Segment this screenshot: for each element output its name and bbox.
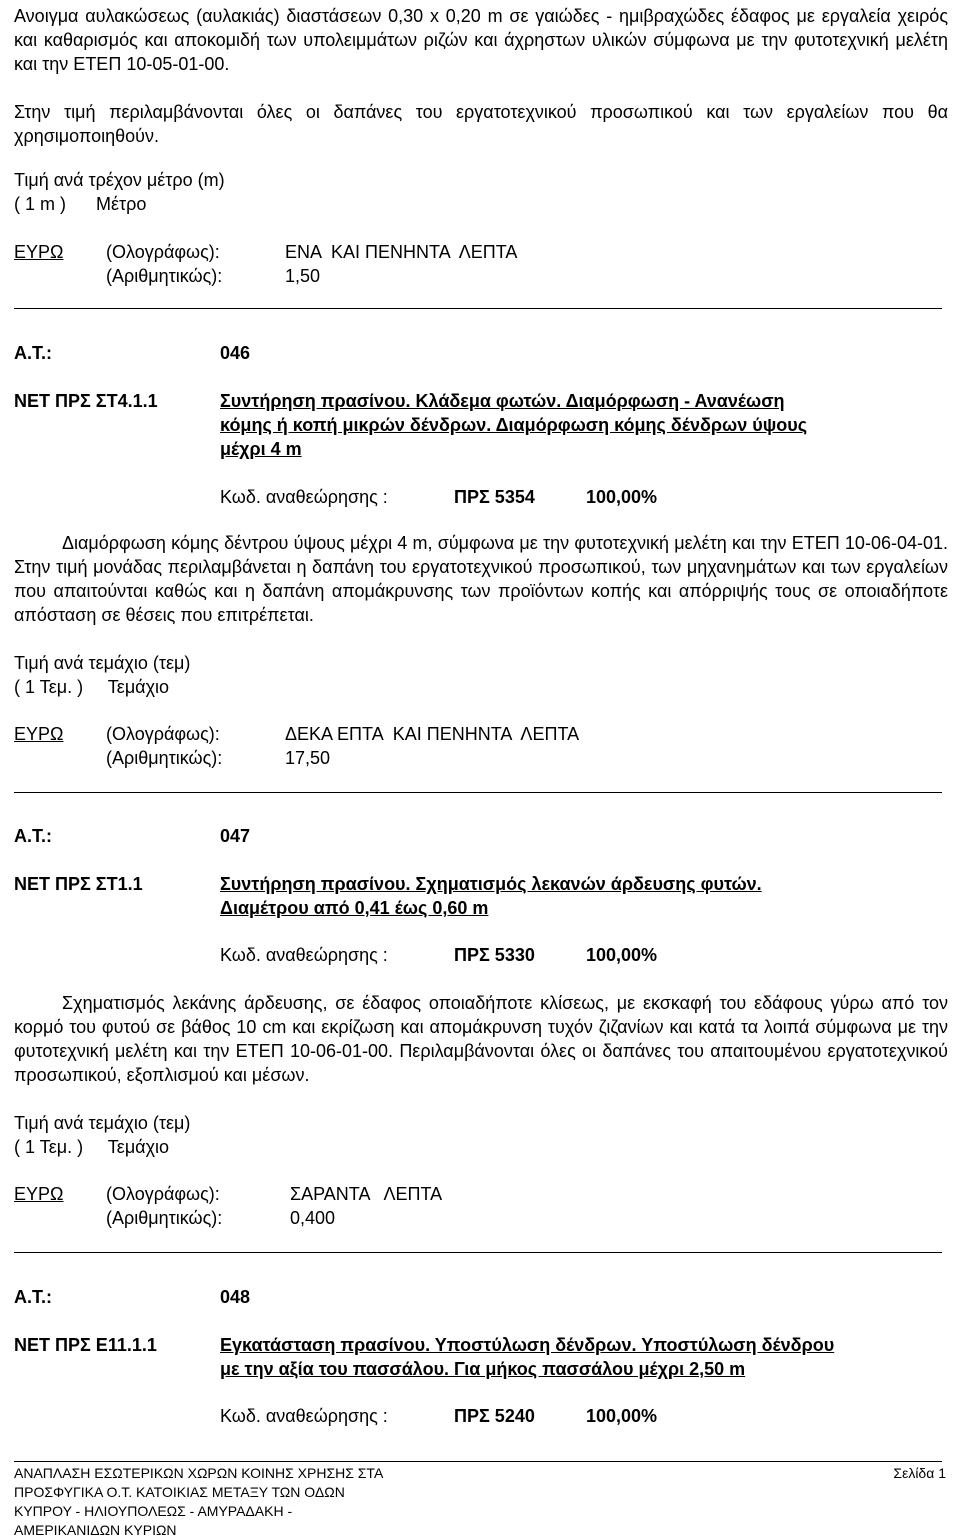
unit-description: Τιμή ανά τεμάχιο (τεμ) xyxy=(14,1113,191,1133)
numeric-label: (Αριθμητικώς): xyxy=(106,266,223,286)
unit-description: Τιμή ανά τεμάχιο (τεμ) xyxy=(14,653,191,673)
words-label: (Ολογράφως): xyxy=(106,242,220,262)
intro-paragraph-1: Ανοιγμα αυλακώσεως (αυλακιάς) διαστάσεων 0,30 x 0,20 m σε γαιώδες - ημιβραχώδες έδαφος με εργαλεία χειρός και καθαρισμός και αποκομιδή των υπολειμμάτων ριζών και άχρηστων υλικών σύμφωνα με την φυτοτεχνική μελέτη και την ΕΤΕΠ 10-05-01-00. xyxy=(14,6,948,74)
item-title-line: κόμης ή κοπή μικρών δένδρων. Διαμόρφωση κόμης δένδρων ύψους xyxy=(220,415,808,435)
revision-label: Κωδ. αναθεώρησης : xyxy=(220,487,388,507)
item-title-line: Εγκατάσταση πρασίνου. Υποστύλωση δένδρων. Υποστύλωση δένδρου xyxy=(220,1335,835,1355)
price-in-words: ΔΕΚΑ ΕΠΤΑ ΚΑΙ ΠΕΝΗΝΤΑ ΛΕΠΤΑ xyxy=(285,724,580,744)
footer-project-line: ΑΝΑΠΛΑΣΗ ΕΣΩΤΕΡΙΚΩΝ ΧΩΡΩΝ ΚΟΙΝΗΣ ΧΡΗΣΗΣ ΣΤΑ xyxy=(14,1465,384,1481)
revision-code: ΠΡΣ 5354 xyxy=(454,487,535,507)
price-in-words: ΕΝΑ ΚΑΙ ΠΕΝΗΝΤΑ ΛΕΠΤΑ xyxy=(285,242,518,262)
revision-code: ΠΡΣ 5330 xyxy=(454,945,535,965)
price-numeric: 0,400 xyxy=(290,1208,336,1228)
unit-description: Τιμή ανά τρέχον μέτρο (m) xyxy=(14,170,225,190)
item-at-label: Α.Τ.: xyxy=(14,343,53,363)
revision-code: ΠΡΣ 5240 xyxy=(454,1406,535,1426)
currency-label: ΕΥΡΩ xyxy=(14,1184,64,1204)
numeric-label: (Αριθμητικώς): xyxy=(106,1208,223,1228)
item-at-number: 048 xyxy=(220,1287,251,1307)
words-label: (Ολογράφως): xyxy=(106,1184,220,1204)
unit-measure: ( 1 Τεμ. ) Τεμάχιο xyxy=(14,1137,170,1157)
item-title-line: Συντήρηση πρασίνου. Κλάδεμα φωτών. Διαμόρφωση - Ανανέωση xyxy=(220,391,785,411)
item-description: Σχηματισμός λεκάνης άρδευσης, σε έδαφος οποιαδήποτε κλίσεως, με εκσκαφή του εδάφους γύρω από τον κορμό του φυτού σε βάθος 10 cm και εκρίζωση και απομάκρυνση τυχόν ζιζανίων και κατά τα λοιπά σύμφωνα με την φυτοτεχνική μελέτη και την ΕΤΕΠ 10-06-01-00. Περιλαμβάνονται όλες οι δαπάνες του απαιτουμένου εργατοτεχνικού προσωπικού, εξοπλισμού και μέσων. xyxy=(14,993,948,1085)
item-code: ΝΕΤ ΠΡΣ ΣΤ1.1 xyxy=(14,874,143,894)
item-title-line: Συντήρηση πρασίνου. Σχηματισμός λεκανών άρδευσης φυτών. xyxy=(220,874,762,894)
revision-label: Κωδ. αναθεώρησης : xyxy=(220,1406,388,1426)
footer-project-line: ΑΜΕΡΙΚΑΝΙΔΩΝ ΚΥΡΙΩΝ xyxy=(14,1522,177,1538)
item-at-number: 047 xyxy=(220,826,251,846)
item-code: ΝΕΤ ΠΡΣ Ε11.1.1 xyxy=(14,1335,157,1355)
item-title-line: με την αξία του πασσάλου. Για μήκος πασσάλου μέχρι 2,50 m xyxy=(220,1359,746,1379)
price-in-words: ΣΑΡΑΝΤΑ ΛΕΠΤΑ xyxy=(290,1184,443,1204)
item-at-label: Α.Τ.: xyxy=(14,826,53,846)
item-title-line: μέχρι 4 m xyxy=(220,439,302,459)
page-number: Σελίδα 1 xyxy=(893,1465,946,1481)
revision-percent: 100,00% xyxy=(586,487,658,507)
section-divider xyxy=(14,1252,942,1253)
intro-paragraph-2: Στην τιμή περιλαμβάνονται όλες οι δαπάνες του εργατοτεχνικού προσωπικού και των εργαλείων που θα χρησιμοποιηθούν. xyxy=(14,102,948,146)
price-numeric: 17,50 xyxy=(285,748,331,768)
item-title-line: Διαμέτρου από 0,41 έως 0,60 m xyxy=(220,898,489,918)
footer-divider xyxy=(14,1461,942,1462)
item-at-number: 046 xyxy=(220,343,251,363)
footer-project-line: ΠΡΟΣΦΥΓΙΚΑ Ο.Τ. ΚΑΤΟΙΚΙΑΣ ΜΕΤΑΞΥ ΤΩΝ ΟΔΩΝ xyxy=(14,1484,345,1500)
numeric-label: (Αριθμητικώς): xyxy=(106,748,223,768)
revision-percent: 100,00% xyxy=(586,1406,658,1426)
revision-percent: 100,00% xyxy=(586,945,658,965)
footer-project-line: ΚΥΠΡΟΥ - ΗΛΙΟΥΠΟΛΕΩΣ - ΑΜΥΡΑΔΑΚΗ - xyxy=(14,1503,293,1519)
words-label: (Ολογράφως): xyxy=(106,724,220,744)
item-code: ΝΕΤ ΠΡΣ ΣΤ4.1.1 xyxy=(14,391,158,411)
unit-measure: ( 1 m ) Μέτρο xyxy=(14,194,147,214)
price-numeric: 1,50 xyxy=(285,266,321,286)
section-divider xyxy=(14,308,942,309)
section-divider xyxy=(14,792,942,793)
unit-measure: ( 1 Τεμ. ) Τεμάχιο xyxy=(14,677,170,697)
item-description: Διαμόρφωση κόμης δέντρου ύψους μέχρι 4 m, σύμφωνα με την φυτοτεχνική μελέτη και την ΕΤΕΠ 10-06-04-01. Στην τιμή μονάδας περιλαμβάνεται η δαπάνη του εργατοτεχνικού προσωπικού, των μηχανημάτων και των εργαλείων που απαιτούνται καθώς και η δαπάνη απομάκρυνσης των προϊόντων κοπής και απόρριψής τους σε οποιαδήποτε απόσταση σε θέσεις που επιτρέπεται. xyxy=(14,533,948,625)
currency-label: ΕΥΡΩ xyxy=(14,724,64,744)
item-at-label: Α.Τ.: xyxy=(14,1287,53,1307)
revision-label: Κωδ. αναθεώρησης : xyxy=(220,945,388,965)
currency-label: ΕΥΡΩ xyxy=(14,242,64,262)
